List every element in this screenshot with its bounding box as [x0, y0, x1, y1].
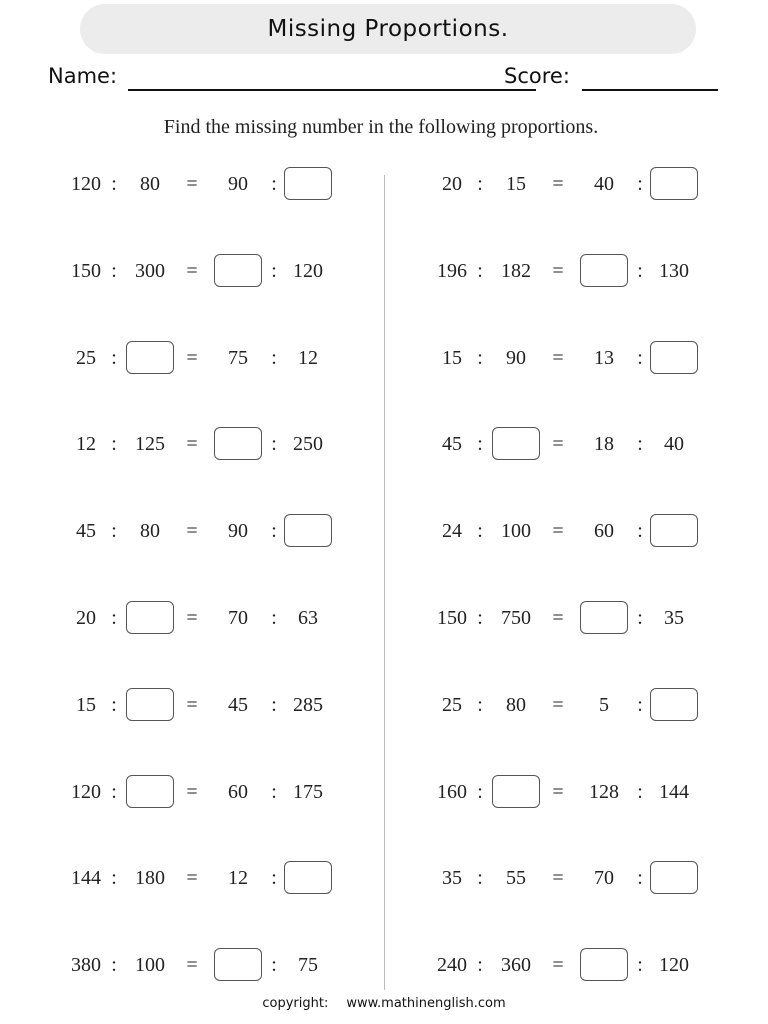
answer-box[interactable] [126, 601, 174, 634]
equals-sign: = [186, 346, 198, 369]
term-c: 45 [228, 693, 248, 716]
answer-box[interactable] [214, 254, 262, 287]
answer-box[interactable] [284, 861, 332, 894]
ratio-colon: : [477, 433, 483, 456]
term-b: 300 [135, 259, 165, 282]
equals-sign: = [186, 433, 198, 456]
score-label: Score: [504, 64, 570, 88]
equals-sign: = [186, 867, 198, 890]
term-b: 100 [135, 954, 165, 977]
ratio-colon: : [477, 173, 483, 195]
answer-box[interactable] [580, 601, 628, 634]
proportion-problem-left-5 [64, 514, 364, 548]
term-b: 55 [506, 867, 526, 890]
term-b: 182 [501, 259, 531, 282]
answer-box[interactable] [126, 341, 174, 374]
answer-box[interactable] [126, 688, 174, 721]
term-a: 120 [71, 173, 101, 195]
title-banner [80, 4, 696, 54]
term-c: 40 [594, 173, 614, 195]
ratio-colon: : [637, 954, 643, 977]
page-title: Missing Proportions. [267, 16, 509, 42]
ratio-colon: : [271, 607, 277, 629]
ratio-colon: : [271, 173, 277, 195]
ratio-colon: : [637, 693, 643, 716]
answer-box[interactable] [650, 514, 698, 547]
term-d: 250 [293, 433, 323, 456]
term-d: 12 [298, 346, 318, 369]
term-d: 285 [293, 693, 323, 716]
term-a: 45 [442, 433, 462, 456]
equals-sign: = [186, 693, 198, 716]
ratio-colon: : [271, 780, 277, 803]
equals-sign: = [186, 954, 198, 977]
term-c: 75 [228, 346, 248, 369]
term-a: 15 [442, 346, 462, 369]
answer-box[interactable] [214, 948, 262, 981]
term-b: 750 [501, 607, 531, 629]
proportion-problem-right-4 [430, 427, 730, 461]
ratio-colon: : [271, 346, 277, 369]
footer [0, 996, 768, 1011]
proportion-problem-left-9 [64, 861, 364, 895]
term-c: 70 [594, 867, 614, 890]
term-a: 120 [71, 780, 101, 803]
ratio-colon: : [271, 520, 277, 543]
answer-box[interactable] [214, 427, 262, 460]
term-b: 180 [135, 867, 165, 890]
equals-sign: = [186, 520, 198, 543]
term-a: 15 [76, 693, 96, 716]
ratio-colon: : [637, 780, 643, 803]
name-label: Name: [48, 64, 118, 88]
ratio-colon: : [111, 607, 117, 629]
term-a: 144 [71, 867, 101, 890]
term-a: 12 [76, 433, 96, 456]
ratio-colon: : [111, 780, 117, 803]
term-c: 60 [594, 520, 614, 543]
answer-box[interactable] [650, 688, 698, 721]
term-c: 70 [228, 607, 248, 629]
equals-sign: = [552, 954, 564, 977]
ratio-colon: : [271, 867, 277, 890]
ratio-colon: : [477, 607, 483, 629]
answer-box[interactable] [650, 167, 698, 200]
ratio-colon: : [637, 346, 643, 369]
answer-box[interactable] [650, 861, 698, 894]
term-c: 12 [228, 867, 248, 890]
term-b: 90 [506, 346, 526, 369]
ratio-colon: : [477, 346, 483, 369]
equals-sign: = [552, 520, 564, 543]
proportion-problem-left-7 [64, 688, 364, 722]
answer-box[interactable] [126, 775, 174, 808]
term-b: 80 [140, 173, 160, 195]
term-b: 100 [501, 520, 531, 543]
proportion-problem-right-1 [430, 167, 730, 201]
website-link[interactable]: www.mathinenglish.com [346, 996, 506, 1011]
proportion-problem-right-9 [430, 861, 730, 895]
equals-sign: = [552, 867, 564, 890]
ratio-colon: : [477, 693, 483, 716]
proportion-problem-left-2 [64, 254, 364, 288]
ratio-colon: : [637, 173, 643, 195]
term-d: 175 [293, 780, 323, 803]
term-a: 240 [437, 954, 467, 977]
copyright-label: copyright: [262, 996, 329, 1011]
term-c: 90 [228, 173, 248, 195]
answer-box[interactable] [492, 775, 540, 808]
term-a: 45 [76, 520, 96, 543]
name-score-row [48, 64, 728, 96]
ratio-colon: : [637, 259, 643, 282]
instructions: Find the missing number in the following proportions. [163, 116, 599, 138]
ratio-colon: : [637, 520, 643, 543]
term-b: 15 [506, 173, 526, 195]
proportion-problem-left-6 [64, 601, 364, 635]
proportion-problem-right-8 [430, 775, 730, 809]
equals-sign: = [552, 346, 564, 369]
equals-sign: = [552, 607, 564, 629]
answer-box[interactable] [650, 341, 698, 374]
term-a: 196 [437, 259, 467, 282]
term-c: 60 [228, 780, 248, 803]
ratio-colon: : [111, 693, 117, 716]
equals-sign: = [552, 693, 564, 716]
proportion-problem-right-3 [430, 341, 730, 375]
term-a: 20 [442, 173, 462, 195]
term-b: 80 [140, 520, 160, 543]
proportion-problem-right-10 [430, 948, 730, 982]
term-d: 63 [298, 607, 318, 629]
ratio-colon: : [111, 520, 117, 543]
term-c: 90 [228, 520, 248, 543]
term-a: 160 [437, 780, 467, 803]
name-field[interactable] [128, 89, 536, 91]
term-a: 150 [71, 259, 101, 282]
proportion-problem-left-10 [64, 948, 364, 982]
equals-sign: = [552, 259, 564, 282]
ratio-colon: : [477, 520, 483, 543]
term-d: 130 [659, 259, 689, 282]
term-d: 120 [293, 259, 323, 282]
term-c: 5 [599, 693, 609, 716]
term-a: 20 [76, 607, 96, 629]
ratio-colon: : [271, 259, 277, 282]
equals-sign: = [552, 433, 564, 456]
ratio-colon: : [271, 693, 277, 716]
term-a: 150 [437, 607, 467, 629]
term-b: 360 [501, 954, 531, 977]
term-a: 35 [442, 867, 462, 890]
proportion-problem-right-2 [430, 254, 730, 288]
ratio-colon: : [111, 173, 117, 195]
term-b: 80 [506, 693, 526, 716]
equals-sign: = [186, 780, 198, 803]
term-d: 75 [298, 954, 318, 977]
term-c: 128 [589, 780, 619, 803]
answer-box[interactable] [580, 948, 628, 981]
score-field[interactable] [582, 89, 718, 91]
term-c: 18 [594, 433, 614, 456]
ratio-colon: : [637, 433, 643, 456]
proportion-problem-right-6 [430, 601, 730, 635]
equals-sign: = [186, 173, 198, 195]
proportion-problem-right-7 [430, 688, 730, 722]
proportion-problem-left-1 [64, 167, 364, 201]
ratio-colon: : [111, 346, 117, 369]
equals-sign: = [186, 259, 198, 282]
ratio-colon: : [477, 867, 483, 890]
column-divider [384, 175, 385, 990]
answer-box[interactable] [284, 167, 332, 200]
ratio-colon: : [271, 954, 277, 977]
ratio-colon: : [637, 607, 643, 629]
proportion-problem-left-3 [64, 341, 364, 375]
term-a: 380 [71, 954, 101, 977]
equals-sign: = [552, 173, 564, 195]
ratio-colon: : [637, 867, 643, 890]
term-d: 120 [659, 954, 689, 977]
equals-sign: = [186, 607, 198, 629]
ratio-colon: : [111, 433, 117, 456]
equals-sign: = [552, 780, 564, 803]
ratio-colon: : [271, 433, 277, 456]
answer-box[interactable] [492, 427, 540, 460]
term-d: 144 [659, 780, 689, 803]
term-c: 13 [594, 346, 614, 369]
term-a: 25 [442, 693, 462, 716]
term-d: 40 [664, 433, 684, 456]
ratio-colon: : [477, 780, 483, 803]
proportion-problem-left-8 [64, 775, 364, 809]
proportion-problem-right-5 [430, 514, 730, 548]
ratio-colon: : [477, 259, 483, 282]
term-b: 125 [135, 433, 165, 456]
ratio-colon: : [111, 259, 117, 282]
proportion-problem-left-4 [64, 427, 364, 461]
answer-box[interactable] [284, 514, 332, 547]
ratio-colon: : [111, 867, 117, 890]
term-d: 35 [664, 607, 684, 629]
answer-box[interactable] [580, 254, 628, 287]
term-a: 24 [442, 520, 462, 543]
ratio-colon: : [477, 954, 483, 977]
term-a: 25 [76, 346, 96, 369]
ratio-colon: : [111, 954, 117, 977]
